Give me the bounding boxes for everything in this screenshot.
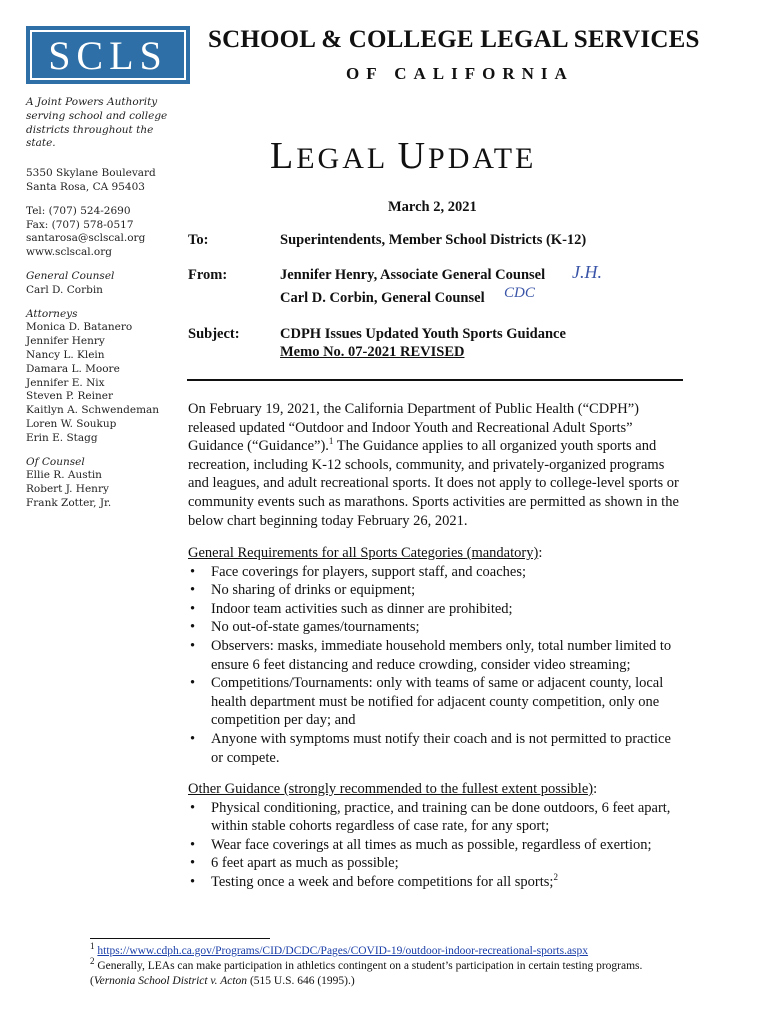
attorney-name: Monica D. Batanero [26, 321, 133, 334]
address-line: 5350 Skylane Boulevard [26, 167, 156, 180]
title-initial: U [397, 135, 429, 177]
footnote-text: (515 U.S. 646 (1995).) [247, 975, 355, 987]
tagline [26, 96, 196, 151]
list-item: • Observers: masks, immediate household members only, total number limited to ensure 6 feet distancing and reduce crowding, consider video streaming; [188, 637, 686, 674]
subject-value: CDPH Issues Updated Youth Sports Guidance [280, 326, 566, 342]
address [26, 167, 196, 195]
general-counsel [26, 270, 196, 298]
of-counsel-name: Ellie R. Austin [26, 469, 102, 482]
list-item: • No sharing of drinks or equipment; [188, 581, 686, 600]
list-item: • Anyone with symptoms must notify their coach and is not permitted to practice or compete. [188, 730, 686, 767]
from-label: From: [188, 267, 228, 283]
footnote-ref[interactable]: 2 [553, 872, 558, 883]
intro-text: On February 19, 2021, the California Department of Public Health (“CDPH”) released updated “Outdoor and Indoor Youth and Recreational Adult Sports” Guidance (“Guidance”). [188, 401, 640, 455]
of-counsel-name: Robert J. Henry [26, 483, 109, 496]
attorney-name: Nancy L. Klein [26, 348, 105, 361]
general-counsel-label: General Counsel [26, 269, 115, 282]
general-heading-text: General Requirements for all Sports Categories (mandatory) [188, 545, 539, 561]
general-heading [188, 544, 686, 563]
list-item: • Indoor team activities such as dinner are prohibited; [188, 600, 686, 619]
intro-text: The Guidance applies to all organized youth sports and recreation, including K-12 schools, community, and privately-organized programs and leagues, and adult recreational sports. It does not apply to college-level sports or community events such as marathons. Sports activities are permitted as shown in the below chart beginning today February 26, 2021. [188, 438, 679, 529]
subject-label: Subject: [188, 326, 240, 342]
list-item: • Physical conditioning, practice, and training can be done outdoors, 6 feet apart, within stable cohorts regardless of case rate, for any sport; [188, 799, 686, 836]
title-part: EGAL [296, 142, 398, 175]
list-item: • No out-of-state games/tournaments; [188, 618, 686, 637]
heading-colon: : [593, 781, 598, 797]
attorney-name: Kaitlyn A. Schwendeman [26, 404, 160, 417]
tagline-line: districts throughout the [26, 123, 154, 136]
attorney-name: Steven P. Reiner [26, 390, 113, 403]
general-counsel-name: Carl D. Corbin [26, 283, 103, 296]
from-value-2: Carl D. Corbin, General Counsel [280, 290, 485, 306]
footnote-divider [90, 938, 270, 939]
from-value-1: Jennifer Henry, Associate General Counsel [280, 267, 546, 283]
other-heading-text: Other Guidance (strongly recommended to the fullest extent possible) [188, 781, 594, 797]
list-item: • Wear face coverings at all times as much as possible, regardless of exertion; [188, 836, 686, 855]
attorneys [26, 308, 196, 446]
guidance-link[interactable]: https://www.cdph.ca.gov/Programs/CID/DCDC/Pages/COVID-19/outdoor-indoor-recreational-sports.aspx [97, 945, 589, 957]
general-list [188, 563, 686, 768]
header-divider [187, 379, 683, 381]
signature-cdc: CDC [504, 285, 535, 301]
attorneys-label: Attorneys [26, 307, 78, 320]
tagline-line: state. [26, 137, 56, 150]
email-link[interactable]: santarosa@sclscal.org [26, 232, 146, 245]
footnote-1 [90, 941, 690, 959]
heading-colon: : [538, 545, 543, 561]
attorney-name: Jennifer Henry [26, 335, 105, 348]
general-requirements [188, 544, 686, 767]
memo-number-value: Memo No. 07-2021 REVISED [280, 344, 465, 360]
footnote-2 [90, 956, 690, 989]
document-title [270, 134, 536, 178]
signature-jh: J.H. [572, 262, 602, 282]
org-name: SCHOOL & COLLEGE LEGAL SERVICES [208, 26, 700, 53]
attorney-name: Jennifer E. Nix [26, 376, 105, 389]
other-heading [188, 780, 686, 799]
of-counsel [26, 456, 196, 511]
attorney-name: Erin E. Stagg [26, 431, 98, 444]
other-guidance [188, 780, 686, 892]
footnote-text: Generally, LEAs can make participation in athletics contingent on a student’s participation in certain testing programs. ( [90, 960, 643, 987]
tagline-line: serving school and college [26, 109, 168, 122]
title-initial: L [270, 135, 297, 177]
attorney-name: Damara L. Moore [26, 362, 120, 375]
attorney-name: Loren W. Soukup [26, 417, 117, 430]
tagline-line: A Joint Powers Authority [26, 96, 158, 108]
of-counsel-name: Frank Zotter, Jr. [26, 496, 112, 509]
contact-info [26, 205, 196, 260]
list-item-text: Testing once a week and before competitions for all sports; [211, 873, 554, 890]
memo-date: March 2, 2021 [388, 199, 477, 215]
of-counsel-label: Of Counsel [26, 455, 85, 468]
phone: Tel: (707) 524-2690 [26, 204, 131, 217]
scls-logo: SCLS [26, 26, 190, 84]
list-item: • Competitions/Tournaments: only with teams of same or adjacent county, local health department must be notified for adjacent county competition, only one competition per day; and [188, 674, 686, 730]
list-item [188, 873, 686, 892]
to-value: Superintendents, Member School Districts (K-12) [280, 232, 587, 248]
sidebar [26, 96, 196, 521]
other-list [188, 799, 686, 892]
list-item: • Face coverings for players, support staff, and coaches; [188, 563, 686, 582]
footnote-ref[interactable]: 1 [328, 436, 334, 447]
footnote-number: 1 [90, 941, 95, 952]
address-line: Santa Rosa, CA 95403 [26, 180, 145, 193]
title-part: PDATE [428, 142, 537, 175]
list-item: • 6 feet apart as much as possible; [188, 854, 686, 873]
footnotes [90, 941, 690, 989]
intro-paragraph [188, 400, 686, 530]
to-label: To: [188, 232, 209, 248]
footnote-number: 2 [90, 956, 95, 967]
website-link[interactable]: www.sclscal.org [26, 246, 112, 259]
org-subtitle: OF CALIFORNIA [346, 64, 574, 83]
fax: Fax: (707) 578-0517 [26, 218, 134, 231]
case-citation: Vernonia School District v. Acton [93, 975, 248, 987]
